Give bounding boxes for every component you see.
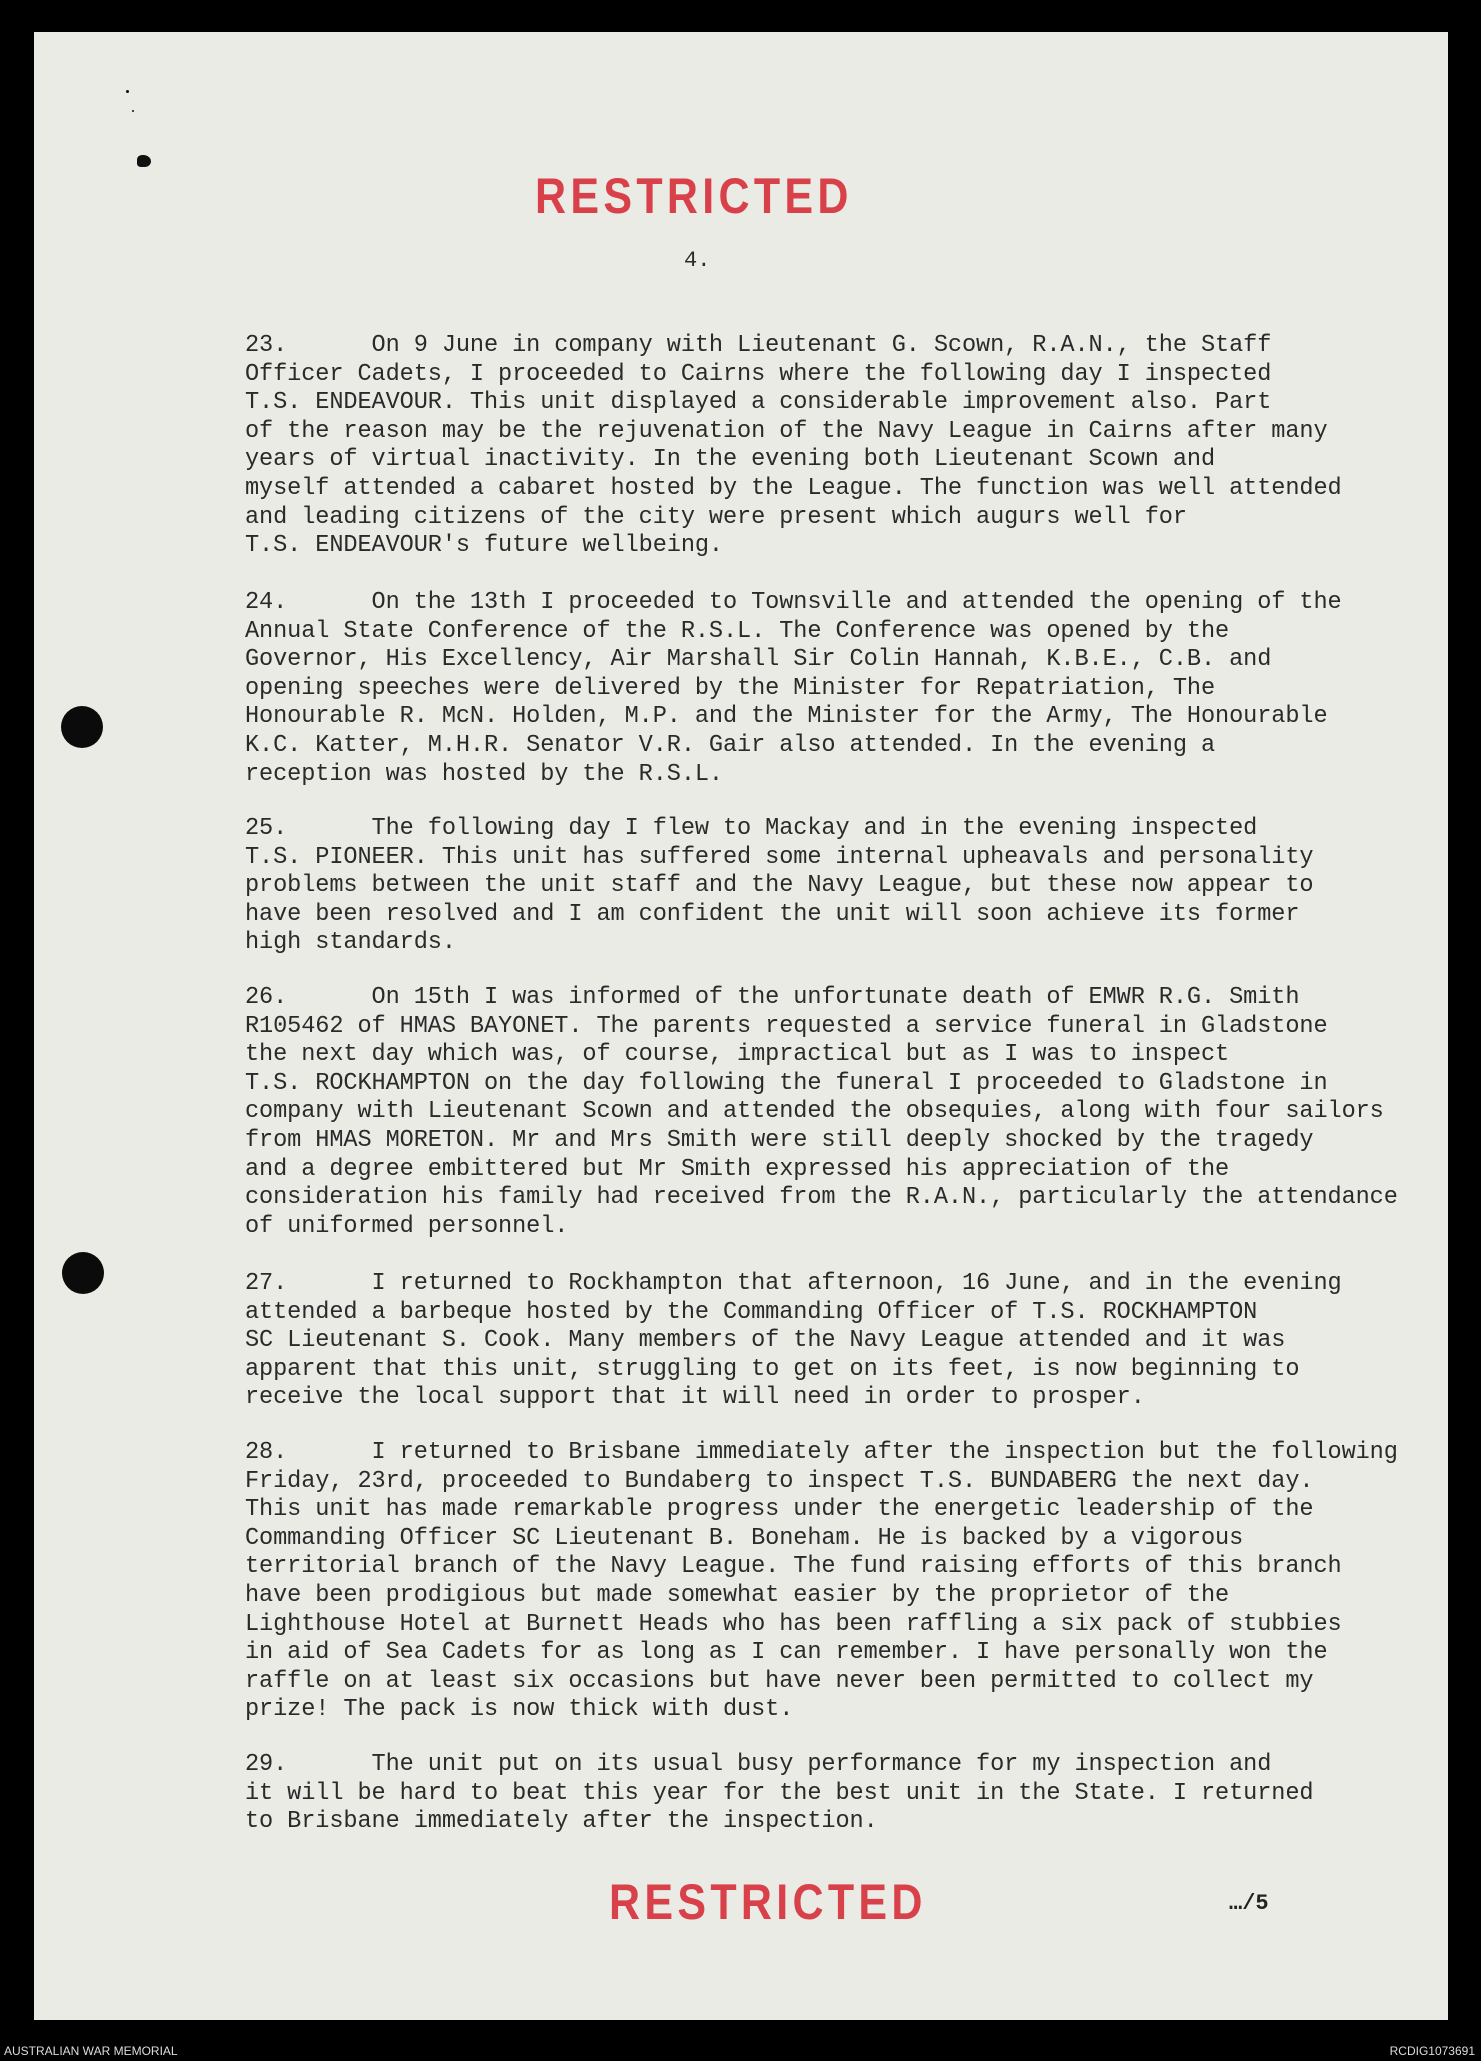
punch-hole: [61, 706, 103, 748]
paragraph-27: 27. I returned to Rockhampton that afternoon, 16 June, and in the evening attended a barbeque hosted by the Commanding Officer of T.S. ROCKHAMPTON SC Lieutenant S. Cook. Many members of the Navy League attended and it was apparent that this unit, struggling to get on its feet, is now beginning to receive the local support that it will need in order to prosper.: [245, 1270, 1342, 1412]
page-number: 4.: [684, 248, 711, 273]
restricted-stamp-top: RESTRICTED: [535, 168, 853, 224]
paper-blemish: [132, 110, 134, 112]
paragraph-28: 28. I returned to Brisbane immediately after the inspection but the following Friday, 23rd, proceeded to Bundaberg to inspect T.S. BUNDABERG the next day. This unit has made remarkable progress under the energetic leadership of the Commanding Officer SC Lieutenant B. Boneham. He is backed by a vigorous territorial branch of the Navy League. The fund raising efforts of this branch have been prodigious but made somewhat easier by the proprietor of the Lighthouse Hotel at Burnett Heads who has been raffling a six pack of stubbies in aid of Sea Cadets for as long as I can remember. I have personally won the raffle on at least six occasions but have never been permitted to collect my prize! The pack is now thick with dust.: [245, 1439, 1398, 1724]
paragraph-23: 23. On 9 June in company with Lieutenant G. Scown, R.A.N., the Staff Officer Cadets, I proceeded to Cairns where the following day I inspected T.S. ENDEAVOUR. This unit displayed a considerable improvement also. Part of the reason may be the rejuvenation of the Navy League in Cairns after many years of virtual inactivity. In the evening both Lieutenant Scown and myself attended a cabaret hosted by the League. The function was well attended and leading citizens of the city were present which augurs well for T.S. ENDEAVOUR's future wellbeing.: [245, 332, 1342, 560]
paragraph-24: 24. On the 13th I proceeded to Townsville and attended the opening of the Annual State Conference of the R.S.L. The Conference was opened by the Governor, His Excellency, Air Marshall Sir Colin Hannah, K.B.E., C.B. and opening speeches were delivered by the Minister for Repatriation, The Honourable R. McN. Holden, M.P. and the Minister for the Army, The Honourable K.C. Katter, M.H.R. Senator V.R. Gair also attended. In the evening a reception was hosted by the R.S.L.: [245, 589, 1342, 788]
paragraph-29: 29. The unit put on its usual busy performance for my inspection and it will be hard to beat this year for the best unit in the State. I returned to Brisbane immediately after the inspection.: [245, 1751, 1314, 1836]
archive-credit: AUSTRALIAN WAR MEMORIAL: [4, 2044, 178, 2058]
record-id: RCDIG1073691: [1389, 2044, 1475, 2058]
continuation-marker: …/5: [1229, 1891, 1269, 1916]
paragraph-26: 26. On 15th I was informed of the unfortunate death of EMWR R.G. Smith R105462 of HMAS BAYONET. The parents requested a service funeral in Gladstone the next day which was, of course, impractical but as I was to inspect T.S. ROCKHAMPTON on the day following the funeral I proceeded to Gladstone in company with Lieutenant Scown and attended the obsequies, along with four sailors from HMAS MORETON. Mr and Mrs Smith were still deeply shocked by the tragedy and a degree embittered but Mr Smith expressed his appreciation of the consideration his family had received from the R.A.N., particularly the attendance of uniformed personnel.: [245, 984, 1398, 1240]
paragraph-25: 25. The following day I flew to Mackay and in the evening inspected T.S. PIONEER. This unit has suffered some internal upheavals and personality problems between the unit staff and the Navy League, but these now appear to have been resolved and I am confident the unit will soon achieve its former high standards.: [245, 815, 1314, 957]
restricted-stamp-bottom: RESTRICTED: [609, 1874, 927, 1930]
document-page: [34, 32, 1448, 2020]
paper-blemish: [137, 155, 151, 167]
paper-blemish: [126, 90, 129, 93]
punch-hole: [62, 1252, 104, 1294]
